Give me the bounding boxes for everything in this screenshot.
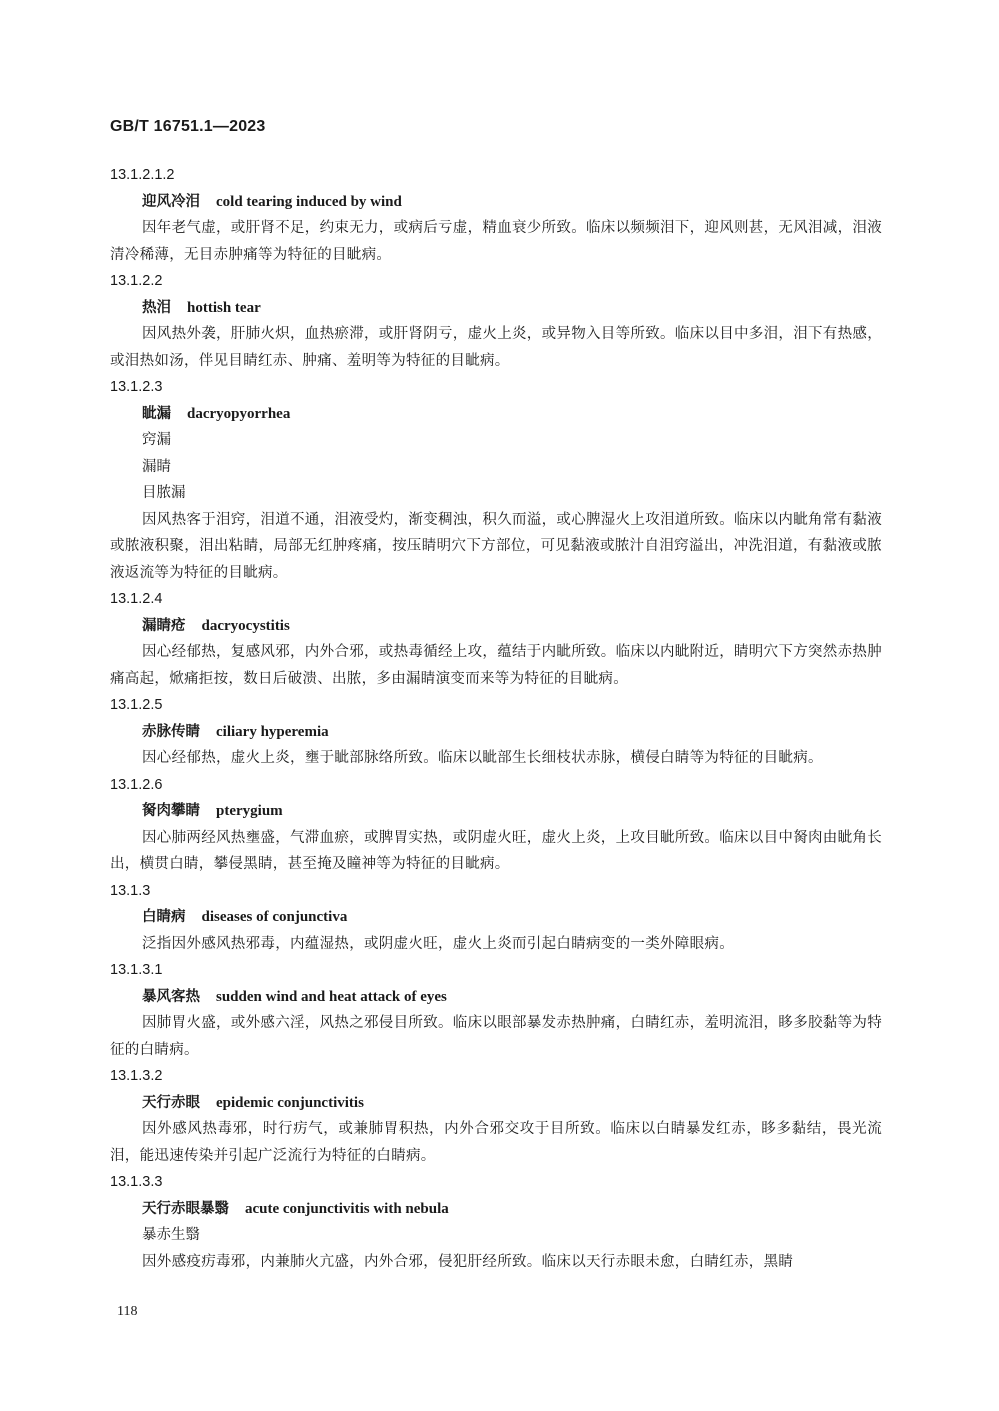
entry-number: 13.1.2.3	[110, 379, 163, 395]
term-english: cold tearing induced by wind	[216, 193, 402, 210]
entry-definition: 因外感风热毒邪，时行疠气，或兼肺胃积热，内外合邪交攻于目所致。临床以白睛暴发红赤，眵多黏结，畏光流泪，能迅速传染并引起广泛流行为特征的白睛病。	[110, 1121, 882, 1164]
term-chinese: 暴风客热	[142, 988, 200, 1005]
entry-number: 13.1.3.1	[110, 962, 163, 978]
term-chinese: 天行赤眼	[142, 1094, 200, 1111]
entry	[110, 1063, 882, 1169]
entry-definition: 因风热客于泪窍，泪道不通，泪液受灼，渐变稠浊，积久而溢，或心脾湿火上攻泪道所致。临床以内眦角常有黏液或脓液积聚，泪出粘睛，局部无红肿疼痛，按压睛明穴下方部位，可见黏液或脓汁自泪窍溢出，冲洗泪道，有黏液或脓液返流等为特征的目眦病。	[110, 511, 882, 581]
entry-term	[110, 1196, 882, 1223]
entry-number: 13.1.3.2	[110, 1068, 163, 1084]
entry-term	[110, 904, 882, 931]
entry	[110, 586, 882, 692]
entry-term	[110, 295, 882, 322]
entry-definition: 因心经郁热，虚火上炎，壅于眦部脉络所致。临床以眦部生长细枝状赤脉，横侵白睛等为特征的目眦病。	[142, 750, 823, 766]
entry-synonym: 窍漏	[142, 432, 171, 448]
entry-synonym: 暴赤生翳	[142, 1227, 200, 1243]
page-number: 118	[117, 1304, 138, 1319]
term-english: hottish tear	[187, 299, 261, 316]
document-header: GB/T 16751.1—2023	[110, 118, 266, 135]
entry-term	[110, 798, 882, 825]
term-chinese: 天行赤眼暴翳	[142, 1200, 229, 1217]
entry	[110, 374, 882, 586]
entry-number: 13.1.2.4	[110, 591, 163, 607]
entry-number: 13.1.3.3	[110, 1174, 163, 1190]
entry-definition: 因外感疫疠毒邪，内兼肺火亢盛，内外合邪，侵犯肝经所致。临床以天行赤眼未愈，白睛红赤，黑睛	[142, 1253, 794, 1270]
entry	[110, 878, 882, 958]
term-english: sudden wind and heat attack of eyes	[216, 988, 447, 1005]
entry-term	[110, 984, 882, 1011]
entry-definition: 因肺胃火盛，或外感六淫，风热之邪侵目所致。临床以眼部暴发赤热肿痛，白睛红赤，羞明流泪，眵多胶黏等为特征的白睛病。	[110, 1015, 882, 1058]
entry-number: 13.1.3	[110, 882, 151, 899]
term-english: ciliary hyperemia	[216, 723, 329, 740]
term-english: dacryocystitis	[201, 617, 290, 634]
term-chinese: 热泪	[142, 299, 171, 316]
entry	[110, 692, 882, 772]
entry-number: 13.1.2.5	[110, 697, 163, 713]
entry-synonym: 漏睛	[142, 458, 171, 475]
term-english: pterygium	[216, 803, 283, 819]
term-chinese: 赤脉传睛	[142, 723, 200, 740]
term-english: diseases of conjunctiva	[201, 909, 348, 925]
entries-list	[110, 162, 882, 1275]
entry	[110, 957, 882, 1063]
term-chinese: 眦漏	[142, 405, 171, 422]
entry-definition: 因风热外袭，肝肺火炽，血热瘀滞，或肝肾阴亏，虚火上炎，或异物入目等所致。临床以目中多泪，泪下有热感，或泪热如汤，伴见目睛红赤、肿痛、羞明等为特征的目眦病。	[110, 326, 882, 369]
term-chinese: 胬肉攀睛	[142, 803, 200, 819]
entry	[110, 268, 882, 374]
term-chinese: 迎风冷泪	[142, 193, 200, 210]
entry-number: 13.1.2.6	[110, 776, 163, 793]
entry-term	[110, 189, 882, 216]
entry-number: 13.1.2.1.2	[110, 167, 175, 183]
term-chinese: 白睛病	[142, 909, 186, 925]
term-english: epidemic conjunctivitis	[216, 1094, 364, 1111]
entry-number: 13.1.2.2	[110, 273, 163, 289]
entry	[110, 1169, 882, 1275]
entry	[110, 772, 882, 878]
entry-term	[110, 613, 882, 640]
entry-definition: 因年老气虚，或肝肾不足，约束无力，或病后亏虚，精血衰少所致。临床以频频泪下，迎风则甚，无风泪减，泪液清冷稀薄，无目赤肿痛等为特征的目眦病。	[110, 220, 882, 263]
entry-synonym: 目脓漏	[142, 485, 186, 501]
entry-definition: 因心肺两经风热壅盛，气滞血瘀，或脾胃实热，或阴虚火旺，虚火上炎，上攻目眦所致。临床以目中胬肉由眦角长出，横贯白睛，攀侵黑睛，甚至掩及瞳神等为特征的目眦病。	[110, 829, 882, 872]
entry-definition: 泛指因外感风热邪毒，内蕴湿热，或阴虚火旺，虚火上炎而引起白睛病变的一类外障眼病。	[142, 935, 734, 952]
term-chinese: 漏睛疮	[142, 617, 186, 634]
entry-term	[110, 1090, 882, 1117]
term-english: dacryopyorrhea	[187, 405, 291, 422]
term-english: acute conjunctivitis with nebula	[245, 1200, 449, 1217]
entry-term	[110, 719, 882, 746]
entry-definition: 因心经郁热，复感风邪，内外合邪，或热毒循经上攻，蕴结于内眦所致。临床以内眦附近，睛明穴下方突然赤热肿痛高起，焮痛拒按，数日后破溃、出脓，多由漏睛演变而来等为特征的目眦病。	[110, 644, 882, 687]
entry	[110, 162, 882, 268]
entry-term	[110, 401, 882, 428]
